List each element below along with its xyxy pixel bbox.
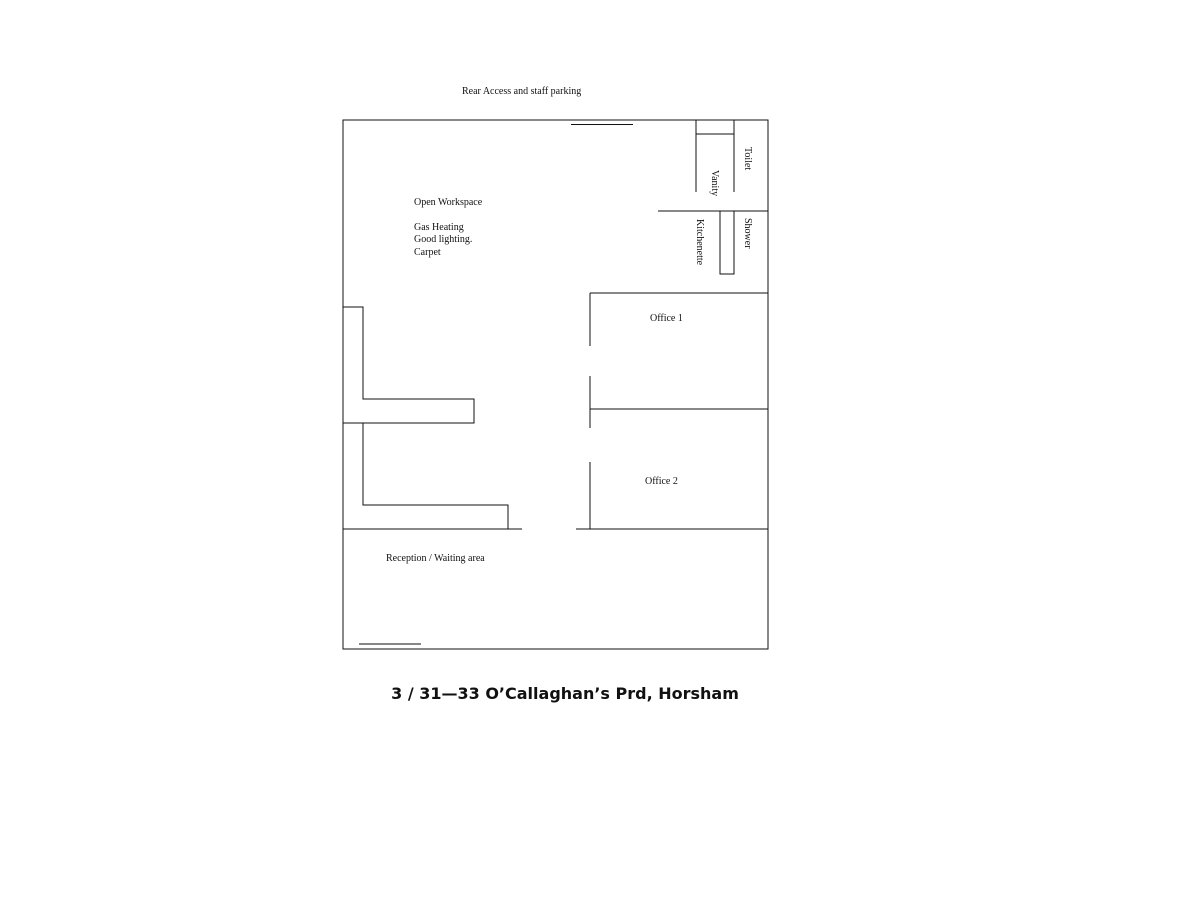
kitchenette-bench bbox=[720, 211, 734, 274]
shower-label: Shower bbox=[742, 218, 753, 249]
office-1-label: Office 1 bbox=[650, 313, 683, 324]
left-partition-upper bbox=[343, 307, 474, 423]
rear-access-label: Rear Access and staff parking bbox=[462, 86, 582, 97]
open-workspace-title: Open Workspace bbox=[414, 197, 483, 208]
left-partition-lower bbox=[363, 423, 508, 529]
reception-label: Reception / Waiting area bbox=[386, 553, 485, 564]
kitchenette-label: Kitchenette bbox=[694, 219, 705, 266]
feature-item: Good lighting. bbox=[414, 234, 473, 245]
feature-item: Gas Heating bbox=[414, 222, 464, 233]
toilet-label: Toilet bbox=[742, 147, 753, 171]
property-address: 3 / 31—33 O’Callaghan’s Prd, Horsham bbox=[391, 684, 739, 703]
office-2-label: Office 2 bbox=[645, 476, 678, 487]
vanity-label: Vanity bbox=[709, 170, 720, 197]
feature-item: Carpet bbox=[414, 247, 441, 258]
outer-wall bbox=[343, 120, 768, 649]
